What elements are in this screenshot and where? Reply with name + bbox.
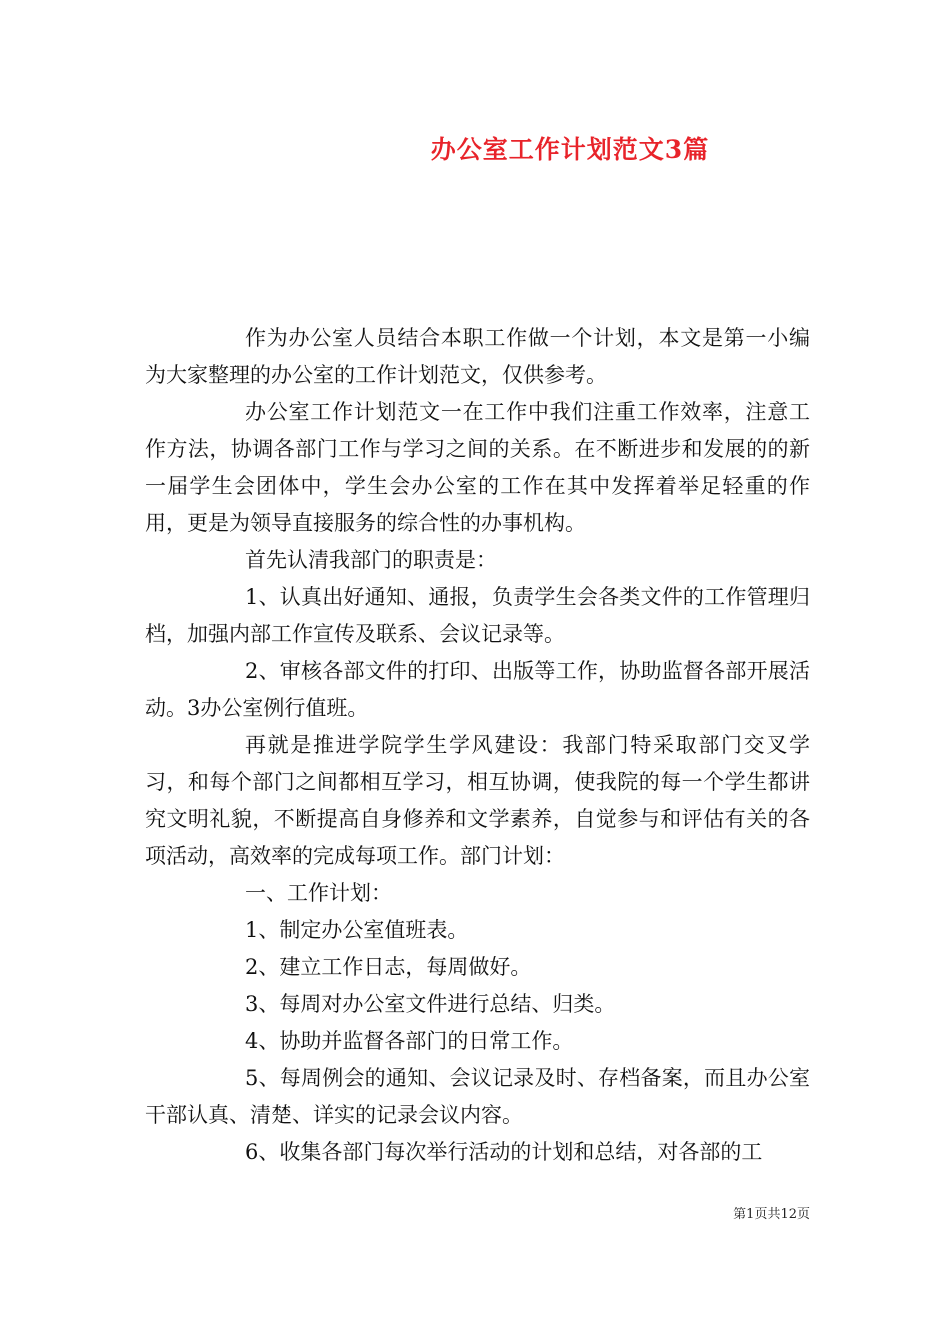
paragraph-plan-item-5: 5、每周例会的通知、会议记录及时、存档备案，而且办公室干部认真、清楚、详实的记录会议内容。 [145, 1066, 810, 1127]
paragraph-plan-item-1: 1、制定办公室值班表。 [245, 918, 469, 942]
paragraph-plan-item-4: 4、协助并监督各部门的日常工作。 [245, 1029, 574, 1053]
document-body [145, 320, 810, 1171]
paragraph-intro: 作为办公室人员结合本职工作做一个计划，本文是第一小编为大家整理的办公室的工作计划范文，仅供参考。 [145, 326, 810, 387]
paragraph-plan-item-3: 3、每周对办公室文件进行总结、归类。 [245, 992, 616, 1016]
paragraph-plan-item-6: 6、收集各部门每次举行活动的计划和总结，对各部的工 [245, 1140, 763, 1164]
paragraph-sample-one: 办公室工作计划范文一在工作中我们注重工作效率，注意工作方法，协调各部门工作与学习之间的关系。在不断进步和发展的的新一届学生会团体中，学生会办公室的工作在其中发挥着举足轻重的作用，更是为领导直接服务的综合性的办事机构。 [145, 400, 810, 535]
paragraph-duty-2: 2、审核各部文件的打印、出版等工作，协助监督各部开展活动。3办公室例行值班。 [145, 659, 810, 720]
page-number-footer: 第1页共12页 [733, 1207, 810, 1222]
paragraph-plan-heading: 一、工作计划： [245, 881, 392, 905]
paragraph-plan-item-2: 2、建立工作日志，每周做好。 [245, 955, 532, 979]
paragraph-study-style: 再就是推进学院学生学风建设：我部门特采取部门交叉学习，和每个部门之间都相互学习，相互协调，使我院的每一个学生都讲究文明礼貌，不断提高自身修养和文学素养，自觉参与和评估有关的各项活动，高效率的完成每项工作。部门计划： [145, 733, 810, 868]
document-title: 办公室工作计划范文3篇 [430, 135, 710, 164]
paragraph-duties-heading: 首先认清我部门的职责是： [245, 548, 497, 572]
paragraph-duty-1: 1、认真出好通知、通报，负责学生会各类文件的工作管理归档，加强内部工作宣传及联系、会议记录等。 [145, 585, 810, 646]
